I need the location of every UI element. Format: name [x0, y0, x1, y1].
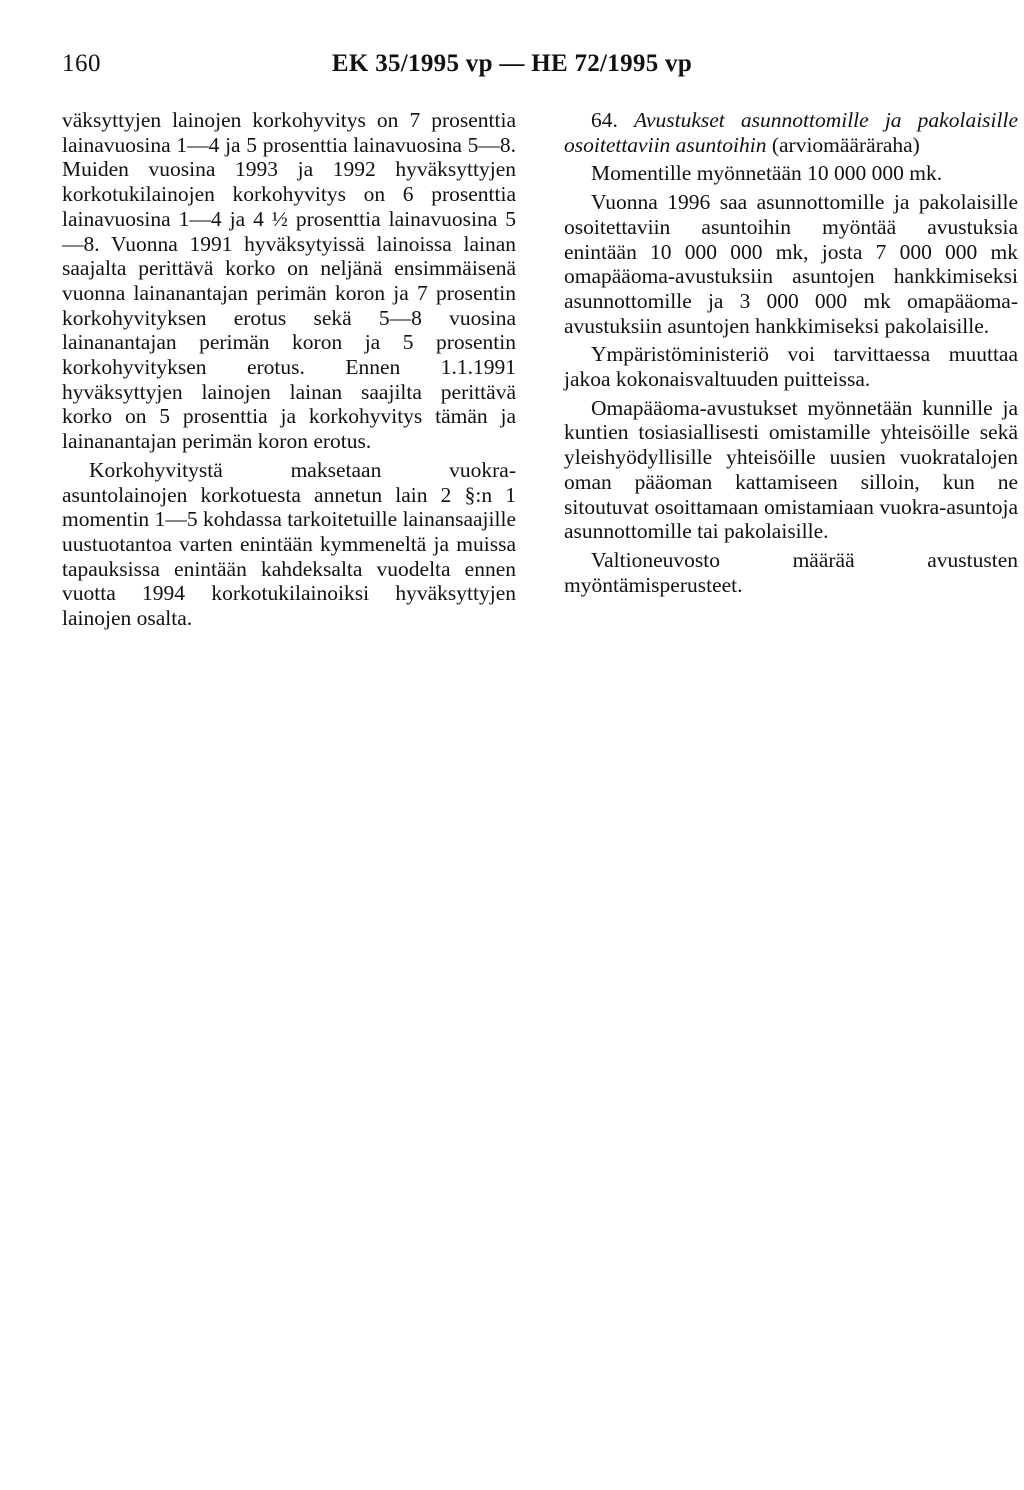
item-heading [564, 108, 1018, 157]
page-number: 160 [62, 50, 101, 77]
item-title: Avustukset asunnottomille ja pakolaisille osoitettaviin asuntoihin [564, 108, 1019, 157]
paragraph: Valtioneuvosto määrää avustusten myöntämisperusteet. [564, 547, 1018, 597]
item-number: 64. [591, 108, 618, 132]
paragraph: Korkohyvitystä maksetaan vuokra-asuntolainojen korkotuesta annetun lain 2 §:n 1 momentin 1—5 kohdassa tarkoitetuille lainansaajille uustuotantoa varten enintään kymmeneltä ja muissa tapauksissa enintään kahdeksalta vuodelta ennen vuotta 1994 korkotukilainoiksi hyväksyttyjen lainojen osalta. [62, 457, 516, 631]
right-column [564, 108, 1018, 597]
item-qualifier: (arviomääräraha) [771, 132, 920, 157]
paragraph: väksyttyjen lainojen korkohyvitys on 7 prosenttia lainavuosina 1—4 ja 5 prosenttia lainavuosina 5—8. Muiden vuosina 1993 ja 1992 hyväksyttyjen korkotukilainojen korkohyvitys on 6 prosenttia lainavuosina 1—4 ja 4 ½ prosenttia lainavuosina 5—8. Vuonna 1991 hyväksytyissä lainoissa lainan saajalta perittävä korko on neljänä ensimmäisenä vuonna lainanantajan perimän koron ja 7 prosentin korkohyvityksen erotus sekä 5—8 vuosina lainanantajan perimän koron ja 5 prosentin korkohyvityksen erotus. Ennen 1.1.1991 hyväksyttyjen lainojen lainan saajilta perittävä korko on 5 prosenttia ja korkohyvitys tämän ja lainanantajan perimän koron erotus. [62, 108, 516, 454]
running-head: EK 35/1995 vp — HE 72/1995 vp [331, 50, 693, 77]
left-column [62, 108, 516, 631]
paragraph: Ympäristöministeriö voi tarvittaessa muuttaa jakoa kokonaisvaltuuden puitteissa. [564, 342, 1018, 392]
paragraph: Vuonna 1996 saa asunnottomille ja pakolaisille osoitettaviin asuntoihin myöntää avustuksia enintään 10 000 000 mk, josta 7 000 000 mk omapääoma-avustuksiin asuntojen hankkimiseksi asunnottomille ja 3 000 000 mk omapääoma-avustuksiin asuntojen hankkimiseksi pakolaisille. [564, 190, 1018, 338]
paragraph: Momentille myönnetään 10 000 000 mk. [591, 161, 943, 186]
paragraph: Omapääoma-avustukset myönnetään kunnille ja kuntien tosiasiallisesti omistamille yhteisöille sekä yleishyödyllisille yhteisöille uusien vuokratalojen oman pääoman kattamiseen silloin, kun ne sitoutuvat osoittamaan omistamiaan vuokra-asuntoja asunnottomille tai pakolaisille. [564, 395, 1018, 544]
